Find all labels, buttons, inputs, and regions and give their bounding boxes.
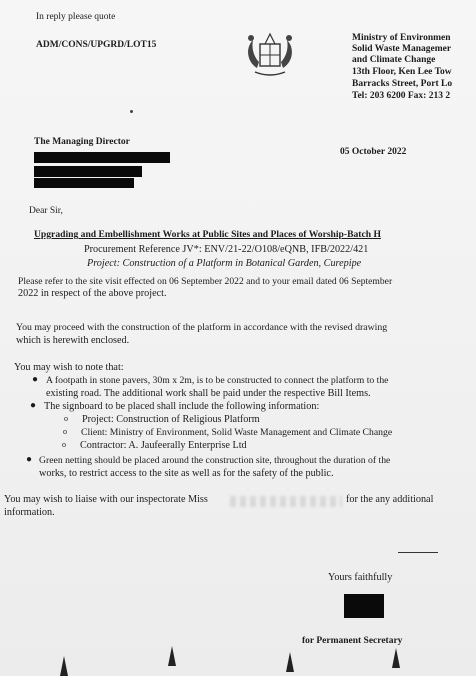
sub-bullet-3-text: Contractor: A. Jaufeerally Enterprise Ltd	[80, 440, 247, 451]
blurred-inspector-name	[230, 496, 342, 507]
paragraph-2-line-2: which is herewith enclosed.	[16, 335, 130, 346]
redacted-recipient-address-1	[34, 166, 142, 177]
sender-line-5: Barracks Street, Port Lo	[352, 79, 453, 89]
reply-note: In reply please quote	[36, 12, 116, 22]
sub-bullet-1-text: Project: Construction of Religious Platform	[82, 414, 260, 425]
coat-of-arms-icon	[235, 28, 305, 84]
procurement-reference: Procurement Reference JV*: ENV/21-22/O108/eQNB, IFB/2022/421	[84, 244, 369, 255]
bullet-2-icon: ●	[30, 400, 37, 411]
letter-date: 05 October 2022	[340, 147, 407, 157]
sender-line-2: Solid Waste Managemer	[352, 44, 452, 54]
bullet-1-line-1: A footpath in stone pavers, 30m x 2m, is to be constructed to connect the platform to the	[46, 375, 389, 386]
sender-line-6: Tel: 203 6200 Fax: 213 2	[352, 91, 451, 101]
paragraph-1-line-2: 2022 in respect of the above project.	[18, 288, 167, 299]
paragraph-1-line-1: Please refer to the site visit effected on 06 September 2022 and to your email dated 06 September	[18, 276, 393, 287]
sender-line-1: Ministry of Environmen	[352, 33, 451, 43]
punch-mark-1	[60, 656, 68, 676]
subject-line: Upgrading and Embellishment Works at Public Sites and Places of Worship-Batch H	[34, 229, 381, 240]
punch-mark-2	[168, 646, 176, 666]
fold-line	[398, 552, 438, 553]
ink-dot	[130, 110, 133, 113]
redacted-recipient-name	[34, 152, 170, 163]
sub-bullet-2-icon: o	[63, 427, 67, 436]
project-line: Project: Construction of a Platform in Botanical Garden, Curepipe	[87, 258, 362, 269]
sub-bullet-3-icon: o	[62, 440, 66, 449]
liaise-line-2: information.	[4, 507, 55, 518]
bullet-1-line-2: existing road. The additional work shall be paid under the respective Bill Items.	[46, 388, 371, 399]
bullet-2-text: The signboard to be placed shall include the following information:	[44, 401, 320, 412]
sub-bullet-1-icon: o	[64, 414, 68, 423]
liaise-line-1-end: for the any additional	[346, 494, 434, 505]
punch-mark-4	[392, 648, 400, 668]
closing: Yours faithfully	[328, 572, 393, 583]
note-intro: You may wish to note that:	[14, 362, 124, 373]
punch-mark-3	[286, 652, 294, 672]
bullet-3-line-1: Green netting should be placed around the construction site, throughout the duration of the	[39, 455, 391, 466]
liaise-line-1-start: You may wish to liaise with our inspectorate Miss	[4, 494, 208, 505]
redacted-recipient-address-2	[34, 178, 134, 188]
bullet-3-line-2: works, to restrict access to the site as well as for the safety of the public.	[39, 468, 334, 479]
sender-line-4: 13th Floor, Ken Lee Tow	[352, 67, 452, 77]
sender-line-3: and Climate Change	[352, 55, 436, 65]
signatory: for Permanent Secretary	[302, 636, 403, 646]
recipient-title: The Managing Director	[34, 137, 130, 147]
paragraph-2-line-1: You may proceed with the construction of the platform in accordance with the revised drawing	[16, 322, 388, 333]
reference-code: ADM/CONS/UPGRD/LOT15	[36, 40, 157, 50]
sub-bullet-2-text: Client: Ministry of Environment, Solid Waste Management and Climate Change	[81, 427, 393, 438]
bullet-3-icon: ●	[26, 454, 33, 465]
redacted-signature	[344, 594, 384, 618]
bullet-1-icon: ●	[32, 374, 39, 385]
salutation: Dear Sir,	[29, 206, 63, 216]
